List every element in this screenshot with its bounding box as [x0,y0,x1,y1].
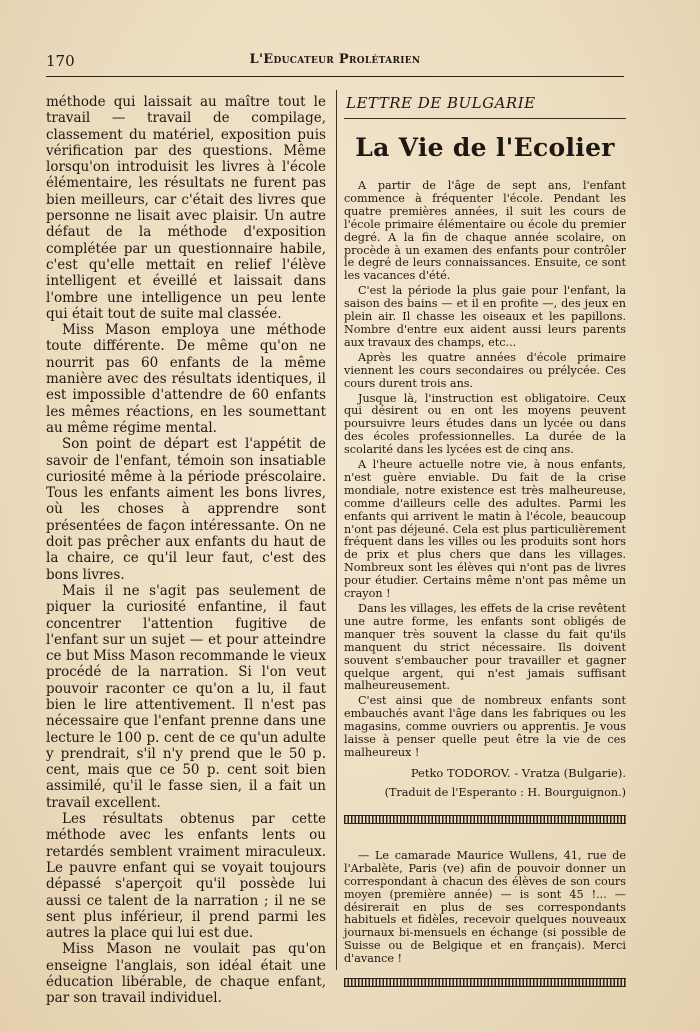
article-paragraph: A partir de l'âge de sept ans, l'enfant commence à fréquenter l'école. Pendant les quatre premières années, il suit les cours de l'école primaire élémentaire ou école du premier degré. A la fin de chaque année scolaire, on procède à un examen des enfants pour contrôler le degré de leurs connaissances. Ensuite, ce sont les vacances d'été. [344,179,626,283]
body-paragraph: Les résultats obtenus par cette méthode avec les enfants lents ou retardés semblent vraiment miraculeux. Le pauvre enfant qui se voyait toujours dépassé s'aperçoit qu'il possède lui aussi ce talent de la narration ; il ne se sent plus inférieur, il prend parmi les autres la place qui lui est due. [46,811,326,942]
page-number: 170 [46,52,75,70]
page-header [46,50,624,74]
body-paragraph: méthode qui laissait au maître tout le travail — travail de compilage, classement du matériel, exposition puis vérification par des questions. Même lorsqu'on introduisit les livres à l'école élémentaire, les résultats ne furent pas bien meilleurs, car c'était des livres que personne ne lisait avec plaisir. Un autre défaut de la méthode d'exposition complétée par un questionnaire habile, c'est qu'elle mettait en relief l'élève intelligent et éveillé et laissait dans l'ombre une intelligence un peu lente qui était tout de suite mal classée. [46,94,326,322]
body-paragraph: Miss Mason employa une méthode toute différente. De même qu'on ne nourrit pas 60 enfants de la même manière avec des résultats identiques, il est impossible d'attendre de 60 enfants les mêmes réactions, en les soumettant au même régime mental. [46,322,326,436]
section-kicker: LETTRE DE BULGARIE [346,94,536,112]
body-paragraph: Son point de départ est l'appétit de savoir de l'enfant, témoin son insatiable curiosité même à la période préscolaire. Tous les enfants aiment les bons livres, où les choses à apprendre sont présentées de façon intéressante. On ne doit pas prêcher aux enfants du haut de la chaire, ce qu'il leur faut, c'est des bons livres. [46,436,326,583]
bulgaria-letter-article [344,180,626,760]
left-column-article [46,94,326,1007]
body-paragraph: Miss Mason ne voulait pas qu'on enseigne l'anglais, son idéal était une éducation libérable, de chaque enfant, par son travail individuel. [46,941,326,1007]
column-divider [336,90,337,970]
body-paragraph: Mais il ne s'agit pas seulement de piquer la curiosité enfantine, il faut concentrer l'attention fugitive de l'enfant sur un sujet — et pour atteindre ce but Miss Mason recommande le vieux procédé de la narration. Si l'on veut pouvoir raconter ce qu'on a lu, il faut bien le lire attentivement. Il n'est pas nécessaire que l'enfant prenne dans une lecture le 100 p. cent de ce qu'un adulte y prendrait, s'il n'y prend que le 50 p. cent, mais que ce 50 p. cent soit bien assimilé, qu'il le fasse sien, il a fait un travail excellent. [46,582,326,811]
kicker-rule [344,118,626,119]
article-paragraph: C'est la période la plus gaie pour l'enfant, la saison des bains — et il en profite —, des jeux en plein air. Il chasse les oiseaux et les papillons. Nombre d'entre eux aident aussi leurs parents aux travaux des champs, etc... [344,284,626,349]
article-title: La Vie de l'Ecolier [355,133,615,162]
header-rule [46,76,624,77]
article-paragraph: C'est ainsi que de nombreux enfants sont embauchés avant l'âge dans les fabriques ou les magasins, comme ouvriers ou apprentis. Je vous laisse à penser quelle peut être la vie de ces malheureux ! [344,694,626,759]
right-column [344,94,626,987]
translation-note: (Traduit de l'Esperanto : H. Bourguignon.) [384,785,626,799]
article-paragraph: Après les quatre années d'école primaire viennent les cours secondaires ou prélycée. Ces cours durent trois ans. [344,350,626,390]
ornamental-rule-bottom [344,978,626,987]
notice-paragraph: — Le camarade Maurice Wullens, 41, rue de l'Arbalète, Paris (ve) afin de pouvoir donner un correspondant à chacun des élèves de son cours moyen (première année) — is sont 45 !... — désirerait en plus de ses correspondants habituels et fidèles, recevoir quelques nouveaux journaux bi-mensuels en échange (si possible de Suisse ou de Belgique et en français). Merci d'avance ! [344,848,626,966]
author-signature: Petko TODOROV. - Vratza (Bulgarie). [410,765,626,780]
correspondence-notice [344,850,626,966]
article-paragraph: Dans les villages, les effets de la crise revêtent une autre forme, les enfants sont obligés de manquer très souvent la classe du fait qu'ils manquent du strict nécessaire. Ils doivent souvent s'embaucher pour travailler et gagner quelque argent, qui n'est jamais suffisant malheureusement. [344,602,626,693]
article-paragraph: Jusque là, l'instruction est obligatoire. Ceux qui désirent ou en ont les moyens peuvent poursuivre leurs études dans un lycée ou dans des écoles professionnelles. La durée de la scolarité dans les lycées est de cinq ans. [344,391,626,457]
journal-title: L'Educateur Prolétarien [249,52,421,67]
ornamental-rule-top [344,815,626,824]
article-paragraph: A l'heure actuelle notre vie, à nous enfants, n'est guère enviable. Du fait de la crise mondiale, notre existence est très malheureuse, comme d'ailleurs celle des adultes. Parmi les enfants qui arrivent le matin à l'école, beaucoup n'ont pas déjeuné. Cela est plus particulièrement fréquent dans les villes ou les produits sont hors de prix et plus chers que dans les villages. Nombreux sont les élèves qui n'ont pas de livres pour étudier. Certains même n'ont pas même un crayon ! [344,458,626,601]
